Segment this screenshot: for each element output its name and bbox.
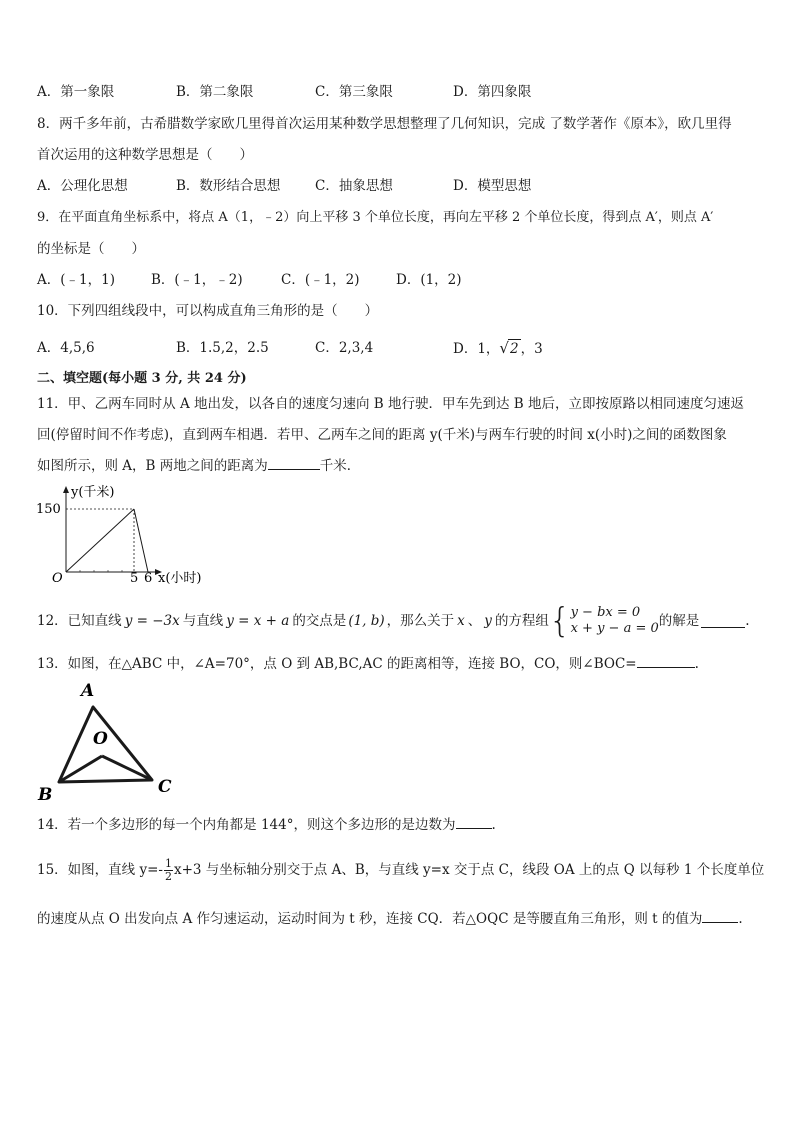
equation-2: y = x + a: [226, 613, 290, 629]
q15-text-2: 的速度从点 O 出发向点 A 作匀速运动，运动时间为 t 秒，连接 CQ．若△OQC 是等腰直角三角形，则 t 的值为: [37, 911, 703, 927]
x-axis-label: x(小时): [158, 571, 202, 584]
q14-text: 14．若一个多边形的每一个内角都是 144°，则这个多边形的是边数为: [37, 817, 456, 833]
graph-segment-falling: [134, 509, 148, 572]
fraction-denominator: 2: [164, 869, 172, 883]
section-heading: 二、填空题(每小题 3 分, 共 24 分): [37, 371, 247, 386]
q10-option-b: B．1.5,2，2.5: [176, 340, 269, 356]
answer-blank[interactable]: [637, 655, 695, 668]
system-brace: {: [548, 601, 571, 641]
x-tick-label-5: 5: [130, 571, 139, 584]
q9-option-b: B．(﹣1，﹣2): [151, 272, 243, 288]
q9-line-2: 的坐标是（ ）: [37, 241, 145, 257]
q15-line-1: [37, 855, 764, 885]
fraction-numerator: 1: [164, 856, 172, 870]
variable-y: y: [484, 613, 492, 629]
q12-text-1: 与直线: [182, 613, 224, 629]
variable-x: x: [457, 613, 465, 629]
vertex-label-a: A: [81, 681, 95, 701]
q15-line-2: [37, 910, 743, 928]
y-axis-label: y(千米): [71, 485, 115, 500]
q7-option-d: D．第四象限: [453, 84, 532, 100]
answer-blank[interactable]: [702, 910, 738, 923]
q7-option-c: C．第三象限: [315, 84, 393, 100]
q11-line-2: 回(停留时间不作考虑)，直到两车相遇．若甲、乙两车之间的距离 y(千米)与两车行驶的时间 x(小时)之间的函数图象: [37, 427, 727, 443]
q15-prefix: 15．如图，直线 y=-: [37, 862, 163, 878]
sqrt-radicand: 2: [509, 341, 519, 357]
q12-end: .: [745, 613, 750, 629]
q11-line-3-text: 如图所示，则 A，B 两地之间的距离为: [37, 458, 268, 474]
point-label-o: O: [93, 729, 108, 749]
intersection-point: (1, b): [348, 613, 385, 629]
q15-text-1: x+3 与坐标轴分别交于点 A、B，与直线 y=x 交于点 C，线段 OA 上的点 Q 以每秒 1 个长度单位: [173, 862, 765, 878]
q8-option-b: B．数形结合思想: [176, 178, 281, 194]
segment-co: [102, 756, 152, 780]
q9-option-c: C．(﹣1，2): [281, 272, 360, 288]
q13-text: 13．如图，在△ABC 中，∠A=70°，点 O 到 AB,BC,AC 的距离相等，连接 BO，CO，则∠BOC=: [37, 656, 637, 672]
equation-system: [571, 605, 659, 637]
system-equation-1: y − bx = 0: [570, 605, 641, 620]
q12-separator: 、: [467, 613, 482, 629]
answer-blank[interactable]: [701, 615, 745, 628]
q11-line-1: 11．甲、乙两车同时从 A 地出发，以各自的速度匀速向 B 地行驶．甲车先到达 B 地后，立即按原路以相同速度匀速返: [37, 396, 745, 412]
q8-option-d: D．模型思想: [453, 178, 532, 194]
triangle-figure: [30, 680, 190, 805]
q12-suffix: 的解是: [658, 613, 700, 629]
vertex-label-c: C: [158, 777, 172, 797]
q13-line: [37, 655, 699, 673]
q10-line-1: 10．下列四组线段中，可以构成直角三角形的是（ ）: [37, 303, 379, 319]
q14-line: [37, 816, 496, 834]
q10-option-d-prefix: D．1，: [453, 341, 500, 357]
q9-option-a: A．(﹣1，1): [37, 272, 115, 288]
q7-option-a: A．第一象限: [37, 84, 115, 100]
distance-time-graph: [30, 482, 220, 584]
q10-option-a: A．4,5,6: [37, 340, 95, 356]
q11-line-3: [37, 457, 360, 475]
q8-option-a: A．公理化思想: [37, 178, 128, 194]
fraction-one-half: [164, 858, 173, 883]
q10-option-d-suffix: ，3: [520, 341, 543, 357]
answer-blank[interactable]: [456, 816, 492, 829]
q12-text-3: ，那么关于: [386, 613, 455, 629]
q11-line-3-unit: 千米．: [319, 458, 361, 474]
q12-text-2: 的交点是: [292, 613, 347, 629]
q7-option-b: B．第二象限: [176, 84, 254, 100]
system-equation-2: x + y − a = 0: [570, 621, 659, 636]
q14-end: .: [491, 817, 496, 833]
q12-prefix: 12．已知直线: [37, 613, 122, 629]
equation-1: y = −3x: [124, 613, 180, 629]
q12-line: [37, 601, 750, 641]
graph-segment-rising: [66, 509, 134, 572]
q8-line-2: 首次运用的这种数学思想是（ ）: [37, 147, 253, 163]
y-tick-label: 150: [36, 502, 61, 517]
q8-option-c: C．抽象思想: [315, 178, 393, 194]
q9-option-d: D．(1，2): [396, 272, 462, 288]
q15-end: .: [738, 911, 743, 927]
q12-text-4: 的方程组: [494, 613, 549, 629]
origin-label: O: [52, 571, 63, 584]
vertex-label-b: B: [38, 785, 53, 805]
q10-option-c: C．2,3,4: [315, 340, 374, 356]
q10-option-d: [453, 339, 543, 358]
q9-line-1: 9．在平面直角坐标系中，将点 A（1，﹣2）向上平移 3 个单位长度，再向左平移 2 个单位长度，得到点 A′，则点 A′: [37, 210, 714, 225]
x-tick-label-6: 6: [144, 571, 153, 584]
y-axis-arrow: [63, 486, 69, 493]
answer-blank[interactable]: [268, 457, 320, 470]
sqrt-sign: √: [499, 339, 509, 357]
q8-line-1: 8．两千多年前，古希腊数学家欧几里得首次运用某种数学思想整理了几何知识，完成 了数学著作《原本》，欧几里得: [37, 116, 732, 132]
q13-end: .: [694, 656, 699, 672]
